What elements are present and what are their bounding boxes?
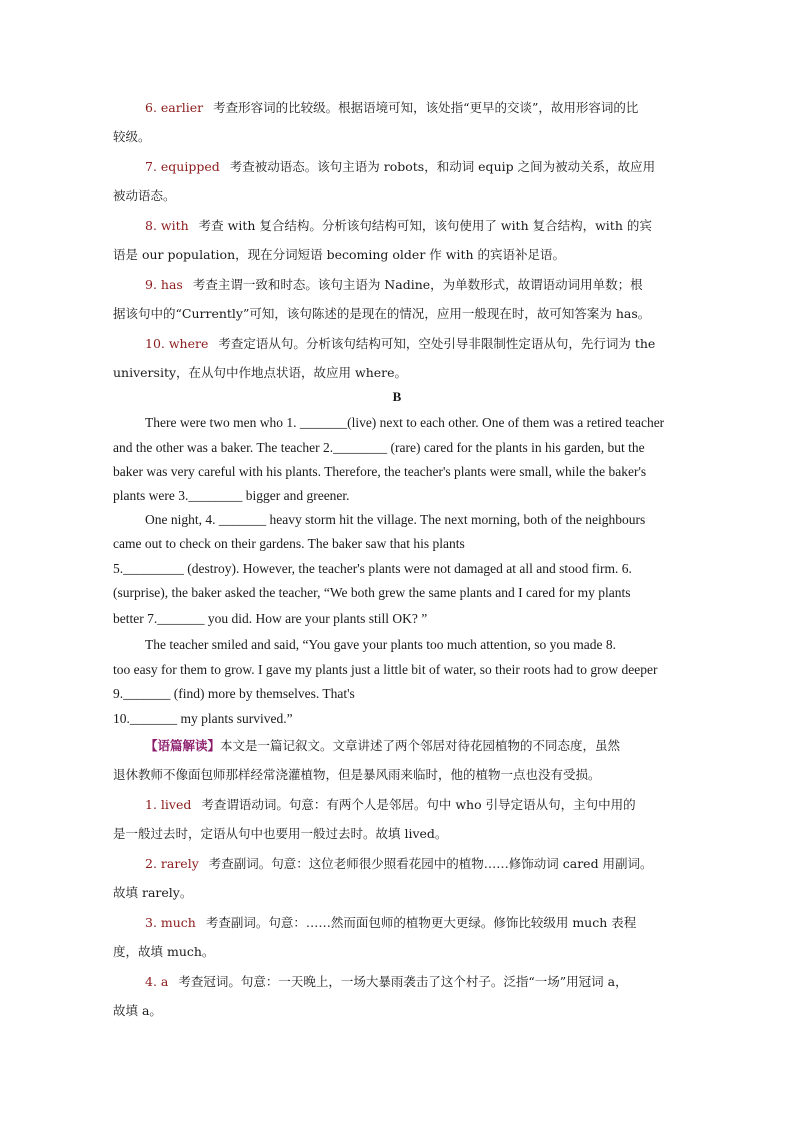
passage-line: There were two men who 1. _______(live) next to each other. One of them was a retired teacher [145,415,665,430]
passage-line: One night, 4. _______ heavy storm hit the village. The next morning, both of the neighbours [145,512,646,527]
passage-line: and the other was a baker. The teacher 2.________ (rare) cared for the plants in his garden, but the [113,440,645,455]
answer-4: 4. a 考查冠词。句意：一天晚上，一场大暴雨袭击了这个村子。泛指“一场”用冠词 a， [145,974,628,989]
answer-9: 9. has 考查主谓一致和时态。该句主语为 Nadine，为单数形式，故谓语动词用单数；根 [145,277,643,292]
answer-10-cont: university，在从句中作地点状语，故应用 where。 [113,365,408,380]
answer-4-cont: 故填 a。 [113,1003,162,1018]
answer-6-cont: 较级。 [113,129,151,144]
answer-9-cont: 据该句中的“Currently”可知，该句陈述的是现在的情况，应用一般现在时，故可知答案为 has。 [113,306,651,321]
passage-line: plants were 3.________ bigger and greener. [113,488,350,503]
answer-1: 1. lived 考查谓语动词。句意：有两个人是邻居。句中 who 引导定语从句，主句中用的 [145,797,636,812]
answer-6: 6. earlier 考查形容词的比较级。根据语境可知，该处指“更早的交谈”，故用形容词的比 [145,100,639,115]
analysis-cont: 退休教师不像面包师那样经常浇灌植物，但是暴风雨来临时，他的植物一点也没有受损。 [113,767,601,782]
answer-3: 3. much 考查副词。句意：……然而面包师的植物更大更绿。修饰比较级用 much 表程 [145,915,637,930]
answer-8: 8. with 考查 with 复合结构。分析该句结构可知，该句使用了 with 复合结构，with 的宾 [145,218,652,233]
passage-line: 9._______ (find) more by themselves. That's [113,686,355,701]
passage-line: (surprise), the baker asked the teacher, “We both grew the same plants and I cared for my plants [113,585,631,600]
answer-7: 7. equipped 考查被动语态。该句主语为 robots，和动词 equip 之间为被动关系，故应用 [145,159,656,174]
passage-line: 5._________ (destroy). However, the teacher's plants were not damaged at all and stood firm. 6. [113,561,632,576]
passage-line: baker was very careful with his plants. Therefore, the teacher's plants were small, while the baker's [113,464,647,479]
passage-line: came out to check on their gardens. The baker saw that his plants [113,536,465,551]
passage-line: too easy for them to grow. I gave my plants just a little bit of water, so their roots had to grow deeper [113,662,658,677]
analysis-intro: 【语篇解读】本文是一篇记叙文。文章讲述了两个邻居对待花园植物的不同态度，虽然 [145,738,621,753]
answer-3-cont: 度，故填 much。 [113,944,215,959]
answer-2-cont: 故填 rarely。 [113,885,193,900]
answer-1-cont: 是一般过去时，定语从句中也要用一般过去时。故填 lived。 [113,826,448,841]
section-title: B [392,389,402,404]
answer-2: 2. rarely 考查副词。句意：这位老师很少照看花园中的植物……修饰动词 cared 用副词。 [145,856,653,871]
passage-line: The teacher smiled and said, “You gave your plants too much attention, so you made 8. [145,637,617,652]
passage-line: 10._______ my plants survived.” [113,711,293,726]
answer-8-cont: 语是 our population，现在分词短语 becoming older 作 with 的宾语补足语。 [113,247,565,262]
answer-7-cont: 被动语态。 [113,188,176,203]
passage-line: better 7._______ you did. How are your plants still OK? ” [113,611,428,626]
answer-10: 10. where 考查定语从句。分析该句结构可知，空处引导非限制性定语从句，先行词为 the [145,336,656,351]
